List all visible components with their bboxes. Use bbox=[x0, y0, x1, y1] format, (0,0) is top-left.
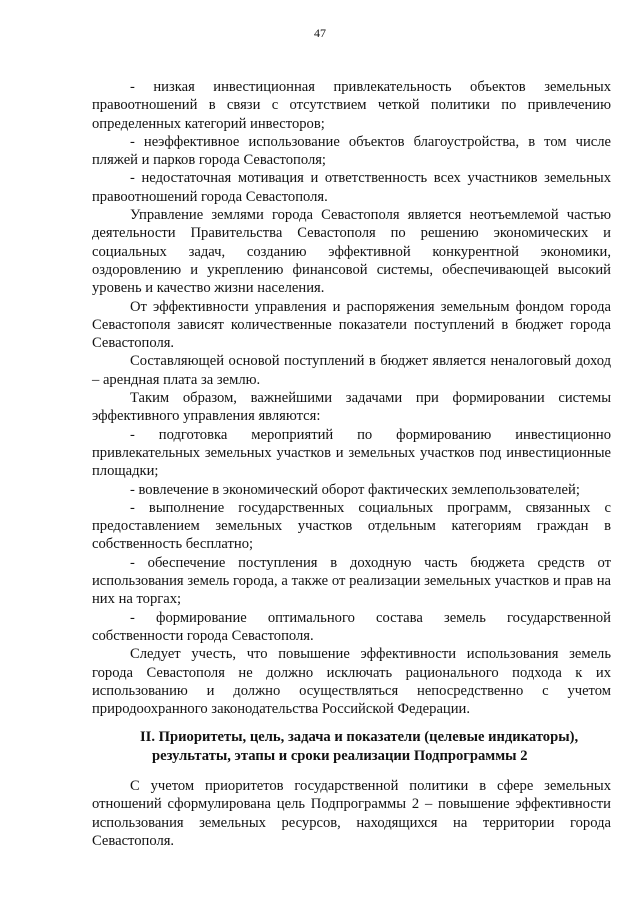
paragraph-10: - выполнение государственных социальных программ, связанных с предоставлением земельных участков отдельным категориям граждан в собственность бесплатно; bbox=[92, 499, 611, 553]
paragraph-11: - обеспечение поступления в доходную часть бюджета средств от использования земель города, а также от реализации земельных участков и прав на них на торгах; bbox=[92, 554, 611, 608]
page-number: 47 bbox=[314, 26, 326, 40]
section-paragraph: С учетом приоритетов государственной политики в сфере земельных отношений сформулирована цель Подпрограммы 2 – повышение эффективности использования земельных ресурсов, находящихся на территории города Севастополя. bbox=[92, 778, 611, 849]
paragraph-2: - неэффективное использование объектов благоустройства, в том числе пляжей и парков города Севастополя; bbox=[92, 133, 611, 169]
paragraph-6: Составляющей основой поступлений в бюджет является неналоговый доход – арендная плата за землю. bbox=[92, 353, 611, 388]
document-body bbox=[92, 78, 611, 718]
paragraph-9: - вовлечение в экономический оборот фактических землепользователей; bbox=[130, 481, 580, 498]
paragraph-3: - недостаточная мотивация и ответственность всех участников земельных правоотношений города Севастополя. bbox=[92, 170, 611, 205]
paragraph-13: Следует учесть, что повышение эффективности использования земель города Севастополя не должно исключать рационального подхода к их использованию и должно осуществляться непосредственно с учетом природоохранного законодательства Российской Федерации. bbox=[92, 646, 611, 718]
paragraph-8: - подготовка мероприятий по формированию инвестиционно привлекательных земельных участков и земельных участков под инвестиционные площадки; bbox=[92, 426, 611, 480]
paragraph-12: - формирование оптимального состава земель государственной собственности города Севастополя. bbox=[92, 609, 611, 644]
paragraph-7: Таким образом, важнейшими задачами при формировании системы эффективного управления являются: bbox=[92, 390, 611, 425]
paragraph-1: - низкая инвестиционная привлекательность объектов земельных правоотношений в связи с отсутствием четкой политики по привлечению определенных категорий инвесторов; bbox=[92, 79, 611, 132]
section-heading-line-1: II. Приоритеты, цель, задача и показатели (целевые индикаторы), bbox=[140, 729, 579, 745]
paragraph-5: От эффективности управления и распоряжения земельным фондом города Севастополя зависят количественные показатели поступлений в бюджет города Севастополя. bbox=[92, 298, 611, 352]
section-heading-line-2: результаты, этапы и сроки реализации Подпрограммы 2 bbox=[152, 747, 528, 764]
paragraph-4: Управление землями города Севастополя является неотъемлемой частью деятельности Правительства Севастополя по решению экономических и социальных задач, созданию эффективной конкурентной экономики, оздоровлению и укреплению финансовой системы, обеспечивающей высокий уровень и качество жизни населения. bbox=[92, 207, 611, 297]
section-body bbox=[92, 777, 611, 850]
section-heading bbox=[140, 728, 600, 765]
